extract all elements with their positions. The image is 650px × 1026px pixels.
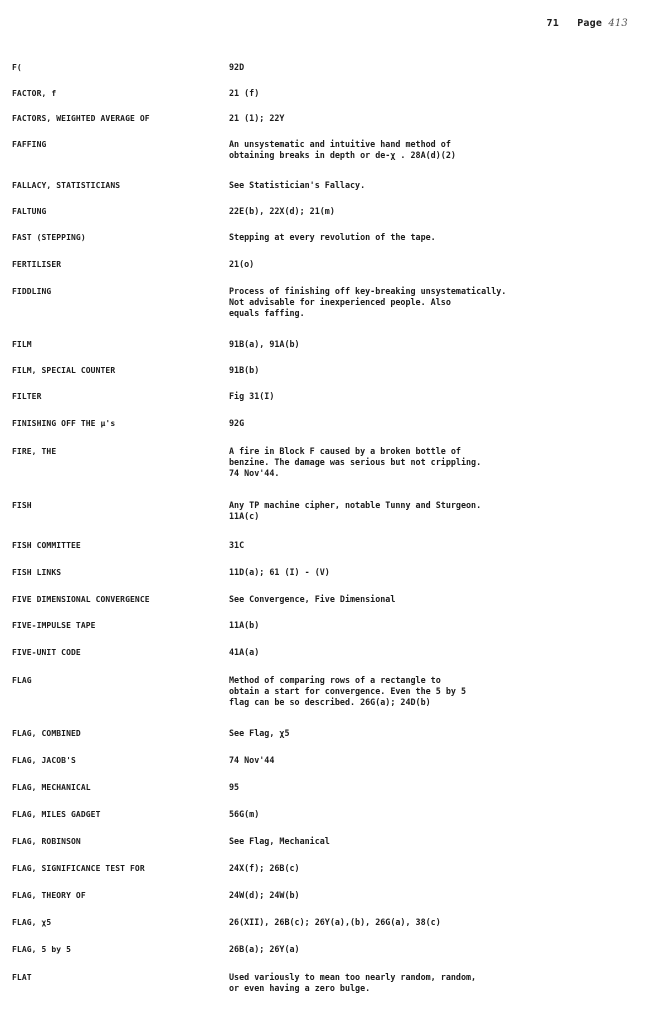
entry-definition: See Statistician's Fallacy. [229,180,366,190]
entry-term: FIDDLING [12,287,52,296]
entry-term: FLAG, ROBINSON [12,837,81,846]
entry-definition: 22E(b), 22X(d); 21(m) [229,206,335,216]
entry-term: FISH LINKS [12,568,62,577]
entry-term: FIVE-IMPULSE TAPE [12,621,96,630]
entry-term: FALLACY, STATISTICIANS [12,181,121,190]
entry-term: FAST (STEPPING) [12,233,86,242]
entry-term: FLAG, MECHANICAL [12,783,91,792]
entry-definition: Any TP machine cipher, notable Tunny and Sturgeon. 11A(c) [229,500,482,521]
entry-term: FLAT [12,973,32,982]
entry-term: FAFFING [12,140,47,149]
entry-term: FALTUNG [12,207,47,216]
entry-definition: 21(o) [229,259,255,269]
entry-term: FIVE-UNIT CODE [12,648,81,657]
entry-term: FINISHING OFF THE μ's [12,419,116,428]
entry-definition: 21 (1); 22Y [229,113,285,123]
entry-definition: Fig 31(I) [229,391,275,401]
entry-definition: 24X(f); 26B(c) [229,863,300,873]
entry-definition: 74 Nov'44 [229,755,275,765]
entry-term: FACTORS, WEIGHTED AVERAGE OF [12,114,150,123]
entry-term: FILM, SPECIAL COUNTER [12,366,116,375]
entry-definition: 26B(a); 26Y(a) [229,944,300,954]
entry-definition: See Convergence, Five Dimensional [229,594,396,604]
entry-definition: A fire in Block F caused by a broken bottle of benzine. The damage was serious but not crippling. 74 Nov'44. [229,446,482,478]
entry-definition: An unsystematic and intuitive hand method of obtaining breaks in depth or de-χ . 28A(d)(2) [229,139,456,160]
entry-definition: Process of finishing off key-breaking unsystematically. Not advisable for inexperienced people. Also equals faffing. [229,286,507,318]
entry-term: FISH [12,501,32,510]
entry-definition: See Flag, χ5 [229,728,290,738]
entry-definition: 41A(a) [229,647,260,657]
entry-term: FIRE, THE [12,447,57,456]
entry-term: FLAG, COMBINED [12,729,81,738]
entry-definition: 91B(a), 91A(b) [229,339,300,349]
page-label: Page [577,18,603,29]
entry-definition: 31C [229,540,245,550]
entry-definition: 92D [229,62,245,72]
entry-term: FLAG, SIGNIFICANCE TEST FOR [12,864,145,873]
entry-term: FILTER [12,392,42,401]
entry-definition: 21 (f) [229,88,260,98]
entry-term: FLAG, JACOB'S [12,756,76,765]
entry-definition: Stepping at every revolution of the tape. [229,232,436,242]
entry-term: FLAG, MILES GADGET [12,810,101,819]
entry-term: FILM [12,340,32,349]
entry-term: FIVE DIMENSIONAL CONVERGENCE [12,595,150,604]
entry-term: FACTOR, f [12,89,57,98]
entry-definition: See Flag, Mechanical [229,836,330,846]
entry-term: FISH COMMITTEE [12,541,81,550]
entry-definition: 26(XII), 26B(c); 26Y(a),(b), 26G(a), 38(c) [229,917,441,927]
entry-definition: 56G(m) [229,809,260,819]
entry-definition: 92G [229,418,245,428]
entry-definition: Used variously to mean too nearly random, random, or even having a zero bulge. [229,972,477,993]
entry-definition: Method of comparing rows of a rectangle to obtain a start for convergence. Even the 5 by 5 flag can be so described. 26G(a); 24D(b) [229,675,466,707]
entry-term: FLAG, 5 by 5 [12,945,71,954]
entry-term: FLAG [12,676,32,685]
entry-definition: 91B(b) [229,365,260,375]
entry-definition: 24W(d); 24W(b) [229,890,300,900]
entry-term: FERTILISER [12,260,62,269]
page-number: 413 [608,18,628,29]
entry-term: F( [12,63,22,72]
sheet-number: 71 [546,18,559,29]
entry-term: FLAG, χ5 [12,918,52,927]
entry-definition: 11D(a); 61 (I) - (V) [229,567,330,577]
entry-definition: 11A(b) [229,620,260,630]
entry-term: FLAG, THEORY OF [12,891,86,900]
entry-definition: 95 [229,782,240,792]
